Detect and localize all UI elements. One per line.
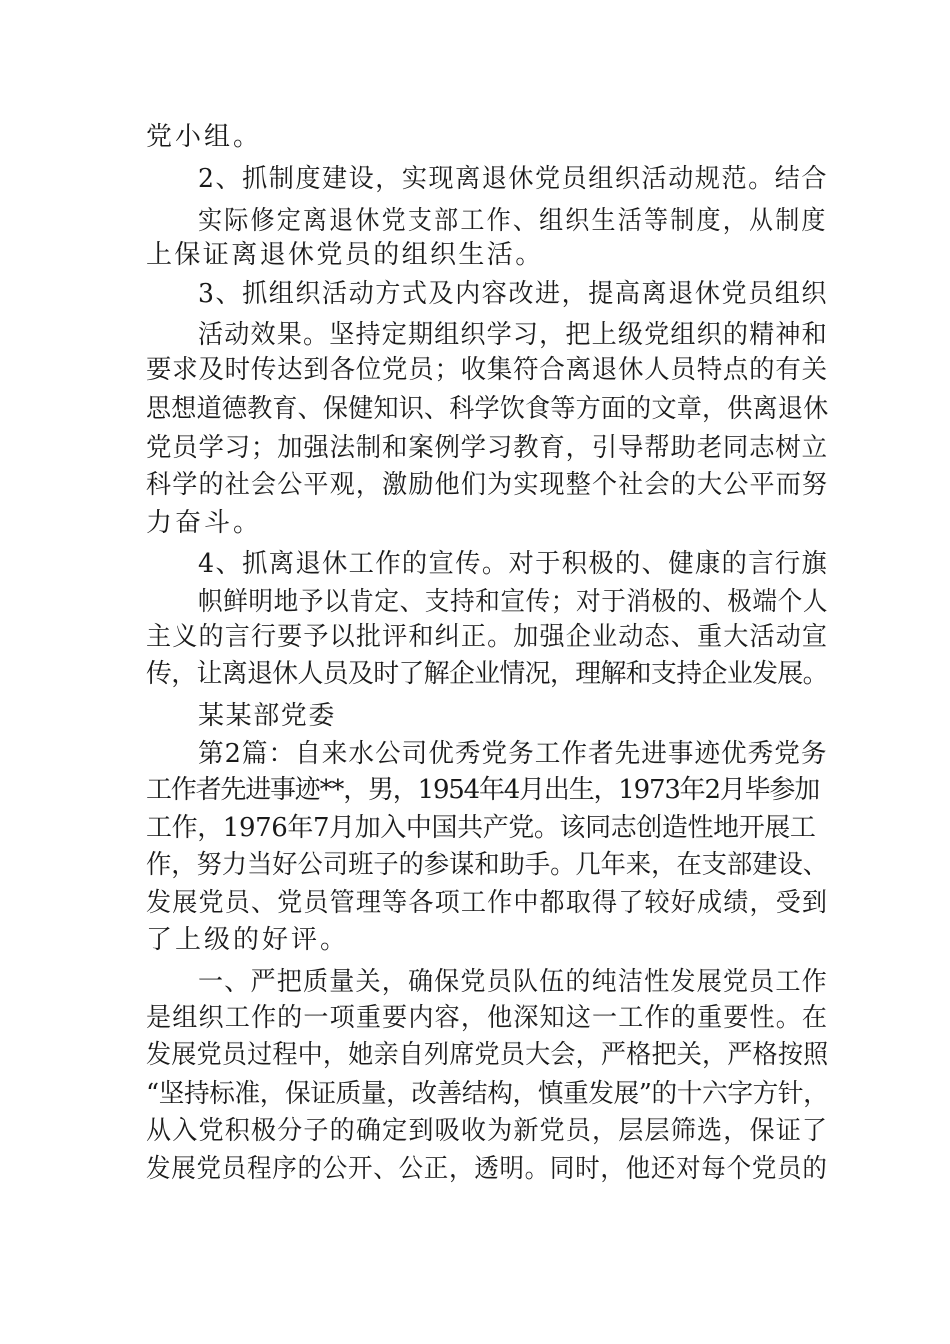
text-line: 3、抓组织活动方式及内容改进，提高离退休党员组织 xyxy=(198,279,828,309)
text-line: 要求及时传达到各位党员；收集符合离退休人员特点的有关 xyxy=(146,355,828,385)
text-line: “坚持标准，保证质量，改善结构，慎重发展”的十六字方针， xyxy=(146,1079,829,1109)
document-signature: 某某部党委 xyxy=(198,701,337,731)
text-line: 4、抓离退休工作的宣传。对于积极的、健康的言行旗 xyxy=(198,549,829,579)
text-line: 2、抓制度建设，实现离退休党员组织活动规范。结合 xyxy=(198,164,828,194)
text-line: 发展党员程序的公开、公正，透明。同时，他还对每个党员的 xyxy=(146,1154,828,1184)
text-line: 力奋斗。 xyxy=(146,508,263,538)
text-line: 科学的社会公平观，激励他们为实现整个社会的大公平而努 xyxy=(146,470,829,500)
article-heading: 第2篇：自来水公司优秀党务工作者先进事迹优秀党务 xyxy=(198,739,828,769)
text-line: 作，努力当好公司班子的参谋和助手。几年来，在支部建设、 xyxy=(146,850,829,880)
text-line: 主义的言行要予以批评和纠正。加强企业动态、重大活动宣 xyxy=(146,622,829,652)
text-line: 上保证离退休党员的组织生活。 xyxy=(146,240,544,270)
text-line: 党员学习；加强法制和案例学习教育，引导帮助老同志树立 xyxy=(146,433,828,463)
text-line: 党小组。 xyxy=(146,122,263,152)
text-line: 帜鲜明地予以肯定、支持和宣传；对于消极的、极端个人 xyxy=(198,587,829,617)
text-line: 工作，1976年7月加入中国共产党。该同志创造性地开展工 xyxy=(146,813,816,843)
text-line: 了上级的好评。 xyxy=(146,925,350,955)
text-line: 实际修定离退休党支部工作、组织生活等制度，从制度 xyxy=(198,206,828,236)
text-line: 从入党积极分子的确定到吸收为新党员，层层筛选，保证了 xyxy=(146,1116,829,1146)
section-heading: 一、严把质量关，确保党员队伍的纯洁性发展党员工作 xyxy=(198,967,828,997)
text-line: 活动效果。坚持定期组织学习，把上级党组织的精神和 xyxy=(198,320,828,350)
text-line: 工作者先进事迹**，男，1954年4月出生，1973年2月毕参加 xyxy=(146,775,820,805)
text-line: 思想道德教育、保健知识、科学饮食等方面的文章，供离退休 xyxy=(146,394,829,424)
text-line: 发展党员、党员管理等各项工作中都取得了较好成绩，受到 xyxy=(146,888,829,918)
text-line: 传，让离退休人员及时了解企业情况，理解和支持企业发展。 xyxy=(146,659,828,689)
text-line: 发展党员过程中，她亲自列席党员大会，严格把关，严格按照 xyxy=(146,1040,829,1070)
text-line: 是组织工作的一项重要内容，他深知这一工作的重要性。在 xyxy=(146,1003,829,1033)
